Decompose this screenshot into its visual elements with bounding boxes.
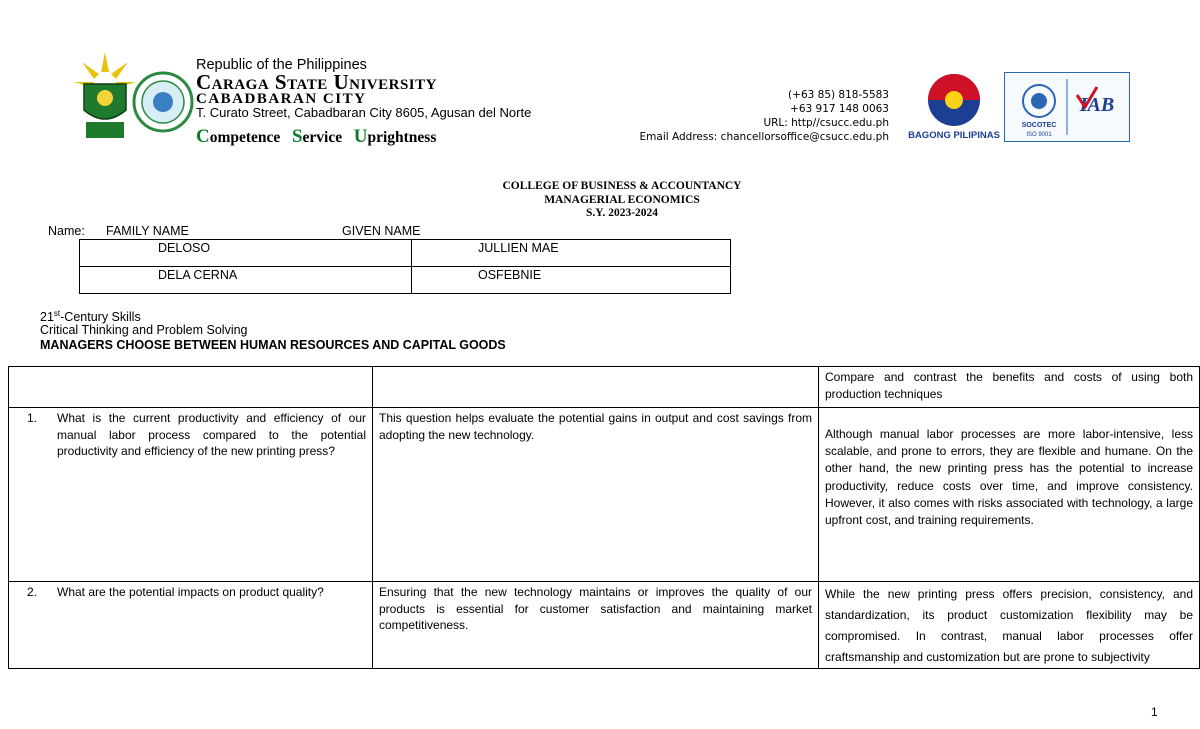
- csu-circle-seal-logo: [132, 62, 194, 142]
- table-row: [80, 267, 731, 294]
- college-title: COLLEGE OF BUSINESS & ACCOUNTANCY: [502, 180, 742, 192]
- university-motto: Competence Service Uprightness: [196, 126, 437, 147]
- names-table: [79, 239, 731, 294]
- question-number: 2.: [27, 585, 38, 599]
- question-cell: [9, 582, 373, 669]
- given-name-cell: JULLIEN MAE: [412, 240, 731, 267]
- purpose-cell: Ensuring that the new technology maintains or improves the quality of our products is essential for customer satisfaction and maintaining market competitiveness.: [373, 582, 819, 669]
- family-name-cell: DELA CERNA: [80, 267, 412, 294]
- header-cell-empty: [9, 367, 373, 408]
- contact-block: [640, 88, 889, 144]
- website-url: URL: http//csucc.edu.ph: [763, 117, 889, 129]
- university-name: Caraga State University: [196, 70, 437, 94]
- activity-heading: MANAGERS CHOOSE BETWEEN HUMAN RESOURCES AND CAPITAL GOODS: [40, 338, 506, 352]
- family-name-header: FAMILY NAME: [106, 224, 189, 238]
- phone-2: +63 917 148 0063: [790, 103, 889, 115]
- page-number: 1: [1151, 705, 1158, 719]
- question-cell: [9, 408, 373, 582]
- university-address: T. Curato Street, Cabadbaran City 8605, Agusan del Norte: [196, 105, 532, 120]
- name-label: Name:: [48, 224, 85, 238]
- document-titles: [0, 180, 1200, 221]
- question-text: What are the potential impacts on product quality?: [57, 585, 324, 599]
- bagong-pilipinas-logo: [906, 70, 1002, 142]
- table-header-row: [9, 367, 1200, 408]
- school-year: S.Y. 2023-2024: [585, 207, 659, 219]
- table-row: [9, 582, 1200, 669]
- header-cell-empty: [373, 367, 819, 408]
- campus-name: CABADBARAN CITY: [196, 91, 367, 107]
- table-row: [80, 240, 731, 267]
- question-text: What is the current productivity and efficiency of our manual labor process compared to the potential productivity and efficiency of the new printing press?: [57, 411, 366, 458]
- svg-text:ISO 9001: ISO 9001: [1026, 132, 1052, 138]
- phone-1: (+63 85) 818-5583: [788, 89, 889, 101]
- svg-text:IAB: IAB: [1079, 94, 1115, 116]
- course-title: MANAGERIAL ECONOMICS: [544, 193, 700, 206]
- skills-subtitle: Critical Thinking and Problem Solving: [40, 323, 248, 337]
- question-number: 1.: [27, 411, 38, 425]
- analysis-cell: While the new printing press offers precision, consistency, and standardization, its product customization flexibility may be compromised. In contrast, manual labor processes offer craftsmanship and customization but are prone to subjectivity: [819, 582, 1200, 669]
- header-cell-compare: Compare and contrast the benefits and costs of using both production techniques: [819, 367, 1200, 408]
- email-address: Email Address: chancellorsoffice@csucc.edu.ph: [639, 131, 889, 143]
- given-name-cell: OSFEBNIE: [412, 267, 731, 294]
- svg-text:SOCOTEC: SOCOTEC: [1021, 122, 1057, 129]
- table-row: [9, 408, 1200, 582]
- given-name-header: GIVEN NAME: [342, 224, 421, 238]
- analysis-cell: Although manual labor processes are more labor-intensive, less scalable, and prone to errors, they are flexible and humane. On the other hand, the new printing press has the potential to increase productivity, reduce costs over time, and improve consistency. However, it also comes with risks associated with technology, a large upfront cost, and training requirements.: [819, 408, 1200, 582]
- bagong-pilipinas-text: BAGONG PILIPINAS: [908, 130, 1000, 141]
- questions-table: [8, 366, 1200, 669]
- republic-line: Republic of the Philippines: [196, 57, 367, 73]
- family-name-cell: DELOSO: [80, 240, 412, 267]
- certification-badge: [1004, 72, 1130, 142]
- skills-heading: 21st-Century Skills: [40, 309, 141, 325]
- caraga-seal-logo: [72, 50, 138, 142]
- purpose-cell: This question helps evaluate the potential gains in output and cost savings from adopting the new technology.: [373, 408, 819, 582]
